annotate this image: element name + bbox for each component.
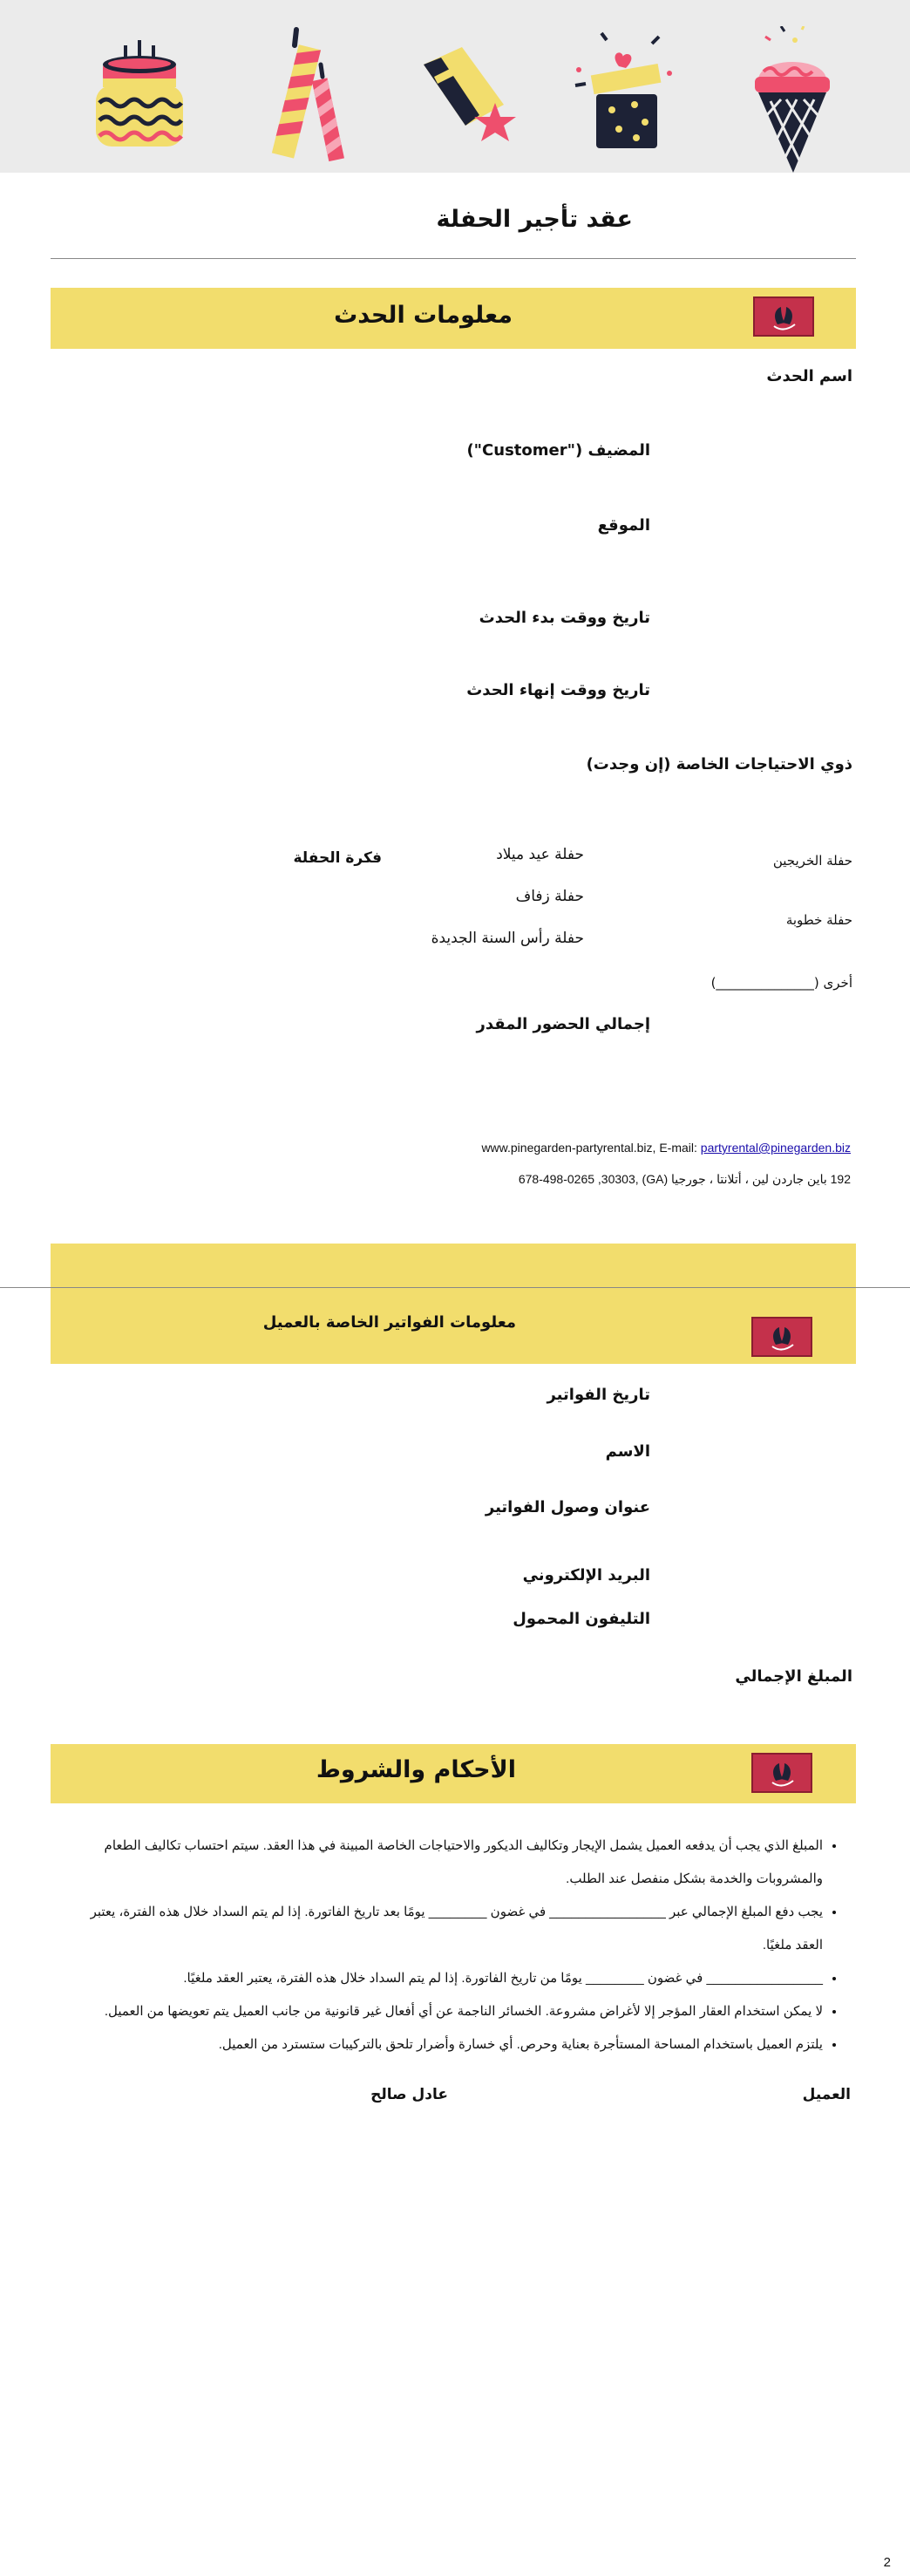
terms-list [73, 1830, 840, 2061]
page-number: 2 [883, 2555, 891, 2570]
terms-section-heading: الأحكام والشروط [316, 1756, 516, 1783]
company-logo [751, 1317, 812, 1357]
party-hat-icon [410, 42, 523, 155]
attendance-label: إجمالي الحضور المقدر [476, 1015, 650, 1033]
terms-item: • يجب دفع المبلغ الإجمالي عبر ________________ في غضون ________ يومًا بعد تاريخ الفاتورة. إذا لم يتم السداد خلال هذه الفترة، يعتبر العقد ملغيًا. [73, 1896, 823, 1962]
billing-email-label: البريد الإلكتروني [522, 1566, 650, 1584]
special-needs-label: ذوي الاحتياجات الخاصة (إن وجدت) [586, 755, 852, 773]
option-new-year[interactable]: حفلة رأس السنة الجديدة [431, 930, 584, 947]
terms-item: • المبلغ الذي يجب أن يدفعه العميل يشمل الإيجار وتكاليف الديكور والاحتياجات الخاصة المبينة في هذا العقد. سيتم احتساب تكاليف الطعام والمشروبات والخدمة بشكل منفصل عند الطلب. [73, 1830, 823, 1896]
company-logo [751, 1753, 812, 1793]
option-birthday[interactable]: حفلة عيد ميلاد [496, 846, 584, 863]
page-title: عقد تأجير الحفلة [436, 206, 633, 233]
title-divider [51, 258, 856, 259]
terms-item: • يلتزم العميل باستخدام المساحة المستأجرة بعناية وحرص. أي خسارة وأضرار تلحق بالتركيبات ستسترد من العميل. [73, 2028, 823, 2061]
end-datetime-label: تاريخ ووقت إنهاء الحدث [466, 681, 650, 699]
billing-section-bar [51, 1244, 856, 1364]
billing-mobile-label: التليفون المحمول [513, 1610, 650, 1628]
gift-box-icon [567, 31, 680, 153]
billing-address-label: عنوان وصول الفواتير [485, 1498, 650, 1516]
billing-name-label: الاسم [605, 1442, 650, 1461]
address-text: 192 باين جاردن لين ، أتلانتا ، جورجيا (GA) ,678-498-0265 ,30303 [518, 1172, 851, 1186]
start-datetime-label: تاريخ ووقت بدء الحدث [479, 609, 650, 627]
option-engagement[interactable]: حفلة خطوبة [785, 912, 852, 928]
option-graduation[interactable]: حفلة الخريجين [772, 853, 852, 869]
customer-signature-label: العميل [802, 2086, 851, 2103]
contact-line [481, 1141, 851, 1155]
header-banner [0, 0, 910, 173]
logo-lotus-icon [755, 298, 812, 335]
location-label: الموقع [597, 516, 650, 535]
option-wedding[interactable]: حفلة زفاف [515, 888, 584, 905]
birthday-cake-icon [91, 35, 188, 153]
event-section-bar [51, 288, 856, 349]
terms-section-bar [51, 1744, 856, 1803]
email-link[interactable]: partyrental@pinegarden.biz [700, 1141, 851, 1155]
event-name-label: اسم الحدث [766, 367, 852, 385]
candles-icon [253, 26, 357, 166]
terms-item: • لا يمكن استخدام العقار المؤجر إلا لأغراض مشروعة. الخسائر الناجمة عن أي أفعال غير قانونية من جانب العميل يتم تعويضها من العميل. [73, 1995, 823, 2028]
company-logo [753, 296, 814, 337]
party-idea-label: فكرة الحفلة [293, 849, 382, 867]
option-other[interactable]: أخرى (_______________) [710, 975, 852, 991]
billing-date-label: تاريخ الفواتير [547, 1386, 650, 1404]
owner-signature-label: عادل صالح [370, 2086, 448, 2103]
ice-cream-cone-icon [741, 26, 845, 174]
logo-lotus-icon [753, 1319, 811, 1355]
billing-section-heading: معلومات الفواتير الخاصة بالعميل [262, 1313, 516, 1332]
logo-lotus-icon [753, 1755, 811, 1791]
host-label: المضيف ("Customer") [466, 441, 650, 460]
terms-item: • ________________ في غضون ________ يومًا من تاريخ الفاتورة. إذا لم يتم السداد خلال هذه الفترة، يعتبر العقد ملغيًا. [73, 1962, 823, 1995]
billing-total-label: المبلغ الإجمالي [735, 1667, 852, 1686]
page-break-line [0, 1287, 910, 1288]
website-text: www.pinegarden-partyrental.biz, E-mail: [481, 1141, 697, 1155]
event-section-heading: معلومات الحدث [334, 302, 513, 329]
